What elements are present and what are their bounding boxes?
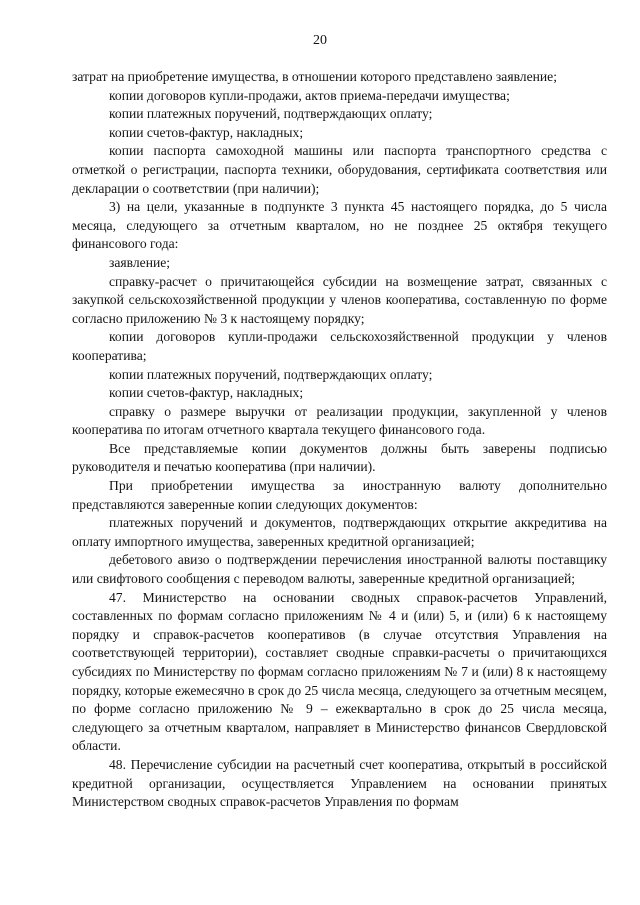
paragraph: справку-расчет о причитающейся субсидии на возмещение затрат, связанных с закупкой сельскохозяйственной продукции у членов кооператива, составленную по форме согласно приложению № 3 к настоящему порядку; — [72, 273, 607, 326]
paragraph: копии платежных поручений, подтверждающих оплату; — [109, 366, 433, 382]
paragraph: копии счетов-фактур, накладных; — [109, 124, 304, 140]
paragraph: справку о размере выручки от реализации продукции, закупленной у членов кооператива по итогам отчетного квартала текущего финансового года. — [72, 403, 607, 438]
document-body — [72, 68, 607, 812]
paragraph: копии договоров купли-продажи, актов приема-передачи имущества; — [109, 87, 510, 103]
page-number: 20 — [313, 33, 327, 48]
paragraph: Все представляемые копии документов должны быть заверены подписью руководителя и печатью кооператива (при наличии). — [72, 440, 607, 475]
paragraph: 3) на цели, указанные в подпункте 3 пункта 45 настоящего порядка, до 5 числа месяца, следующего за отчетным кварталом, но не позднее 25 октября текущего финансового года: — [72, 199, 607, 252]
paragraph: копии счетов-фактур, накладных; — [109, 385, 304, 401]
paragraph: заявление; — [109, 254, 171, 270]
paragraph: копии платежных поручений, подтверждающих оплату; — [109, 106, 433, 122]
paragraph: копии паспорта самоходной машины или паспорта транспортного средства с отметкой о регистрации, паспорта техники, оборудования, сертификата соответствия или декларации о соответствии (при наличии); — [72, 143, 607, 196]
paragraph: платежных поручений и документов, подтверждающих открытие аккредитива на оплату импортного имущества, заверенных кредитной организацией; — [72, 515, 607, 549]
paragraph: 48. Перечисление субсидии на расчетный счет кооператива, открытый в российской кредитной организации, осуществляется Управлением на основании принятых Министерством сводных справок-расчетов Управления по формам — [72, 756, 607, 810]
paragraph: копии договоров купли-продажи сельскохозяйственной продукции у членов кооператива; — [72, 329, 607, 363]
paragraph: затрат на приобретение имущества, в отношении которого представлено заявление; — [72, 69, 557, 84]
paragraph: При приобретении имущества за иностранную валюту дополнительно представляются заверенные копии следующих документов: — [72, 478, 607, 512]
paragraph: 47. Министерство на основании сводных справок-расчетов Управлений, составленных по формам согласно приложениям № 4 и (или) 5, и (или) 6 к настоящему порядку и справок-расчетов кооперативов (в случае отсутствия Управления на соответствующей территории), составляет сводные справки-расчеты о причитающихся субсидиях по Министерству по формам согласно приложениям № 7 и (или) 8 к настоящему порядку, которые ежемесячно в срок до 25 числа месяца, следующего за отчетным месяцем, по форме согласно приложению № 9 – ежеквартально в срок до 25 числа месяца, следующего за отчетным кварталом, направляет в Министерство финансов Свердловской области. — [72, 589, 607, 754]
paragraph: дебетового авизо о подтверждении перечисления иностранной валюты поставщику или свифтового сообщения с переводом валюты, заверенные кредитной организацией; — [72, 552, 607, 587]
